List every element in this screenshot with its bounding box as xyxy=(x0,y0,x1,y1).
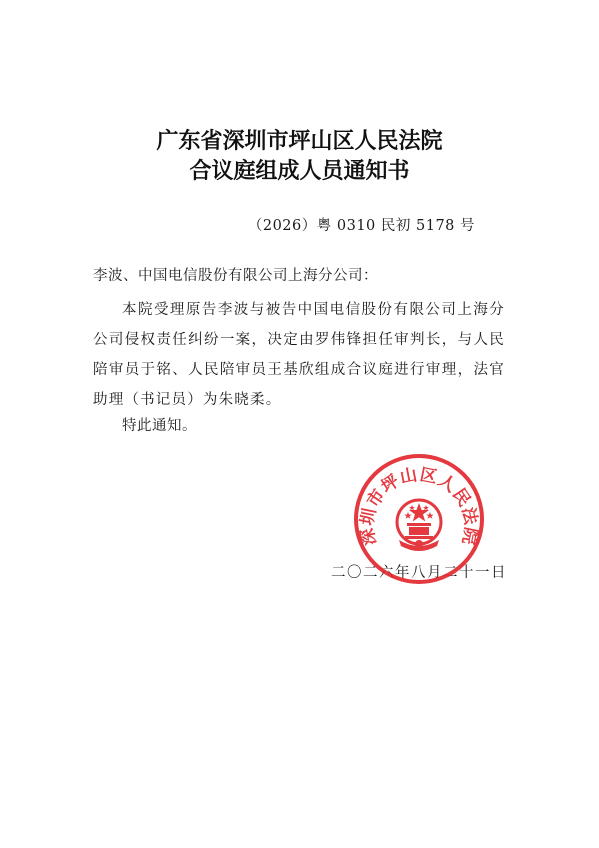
issue-date: 二〇二六年八月二十一日 xyxy=(331,565,507,581)
case-number: （2026）粤 0310 民初 5178 号 xyxy=(247,218,475,234)
addressee: 李波、中国电信股份有限公司上海分公司： xyxy=(93,268,378,284)
seal-text: 深圳市坪山区人民法院 xyxy=(357,464,481,548)
closing-text: 特此通知。 xyxy=(122,418,197,434)
document-title-line1: 广东省深圳市坪山区人民法院 xyxy=(156,128,443,154)
document-title-line2: 合议庭组成人员通知书 xyxy=(189,158,410,184)
national-emblem-icon xyxy=(397,500,441,551)
court-seal-stamp xyxy=(352,452,486,586)
body-paragraph: 本院受理原告李波与被告中国电信股份有限公司上海分公司侵权责任纠纷一案，决定由罗伟锋担任审判长，与人民陪审员于铭、人民陪审员王基欣组成合议庭进行审理，法官助理（书记员）为朱晓柔。 xyxy=(93,302,505,408)
